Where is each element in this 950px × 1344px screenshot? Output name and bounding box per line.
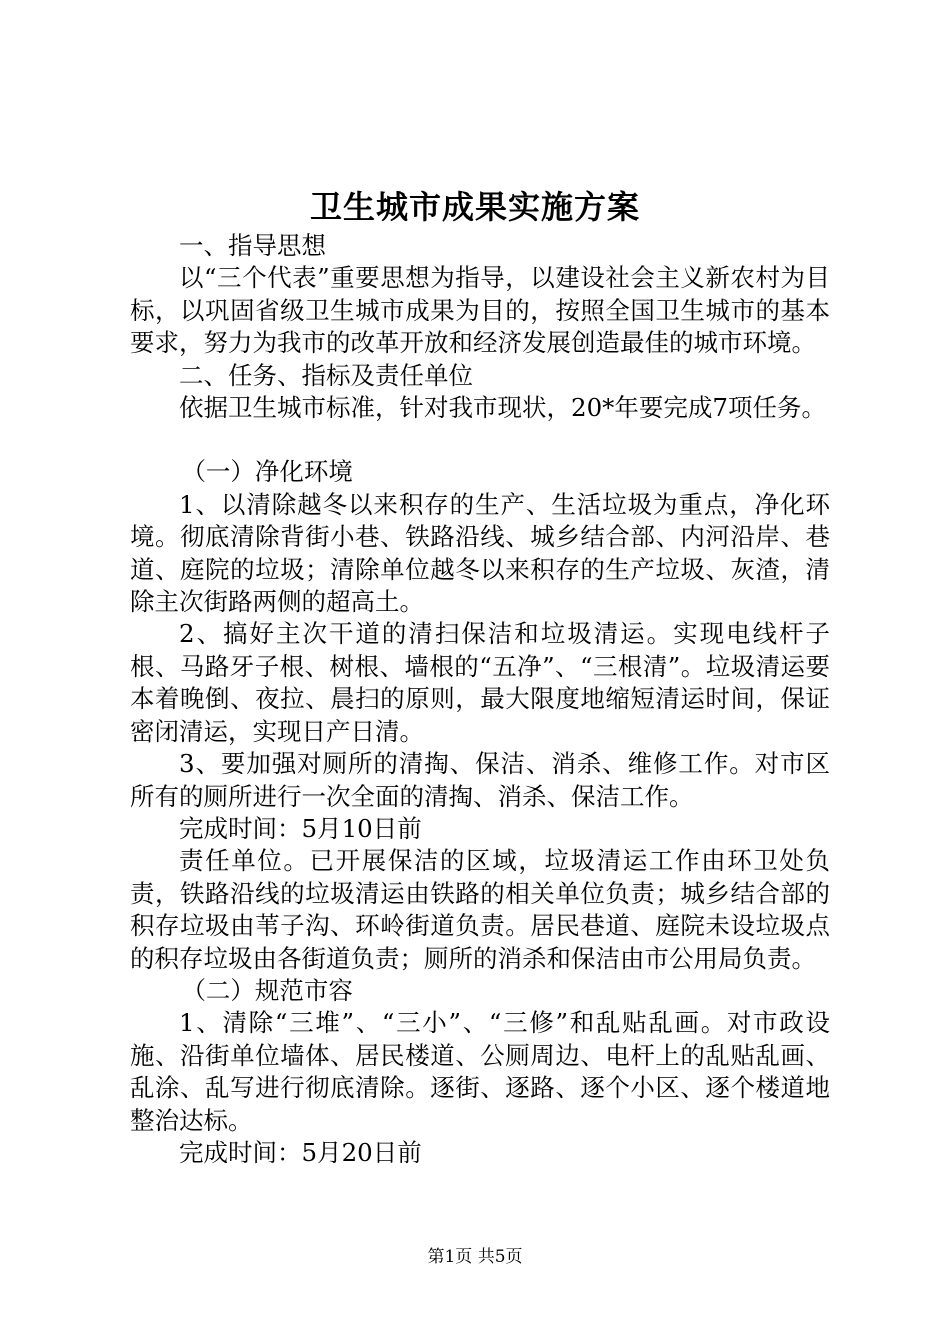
page-footer: 第1页 共5页 <box>427 1247 523 1267</box>
subsection-heading-purify-environment: （一）净化环境 <box>181 457 353 487</box>
paragraph-guiding-ideology: 以“三个代表”重要思想为指导，以建设社会主义新农村为目标，以巩固省级卫生城市成果为目的，按照全国卫生城市的基本要求，努力为我市的改革开放和经济发展创造最佳的城市环境。 <box>130 263 830 358</box>
paragraph-regulate-item-1: 1、清除“三堆”、“三小”、“三修”和乱贴乱画。对市政设施、沿街单位墙体、居民楼道、公厕周边、电杆上的乱贴乱画、乱涂、乱写进行彻底清除。逐街、逐路、逐个小区、逐个楼道地整治达标。 <box>130 1008 830 1135</box>
paragraph-item-2: 2、搞好主次干道的清扫保洁和垃圾清运。实现电线杆子根、马路牙子根、树根、墙根的“五净”、“三根清”。垃圾清运要本着晚倒、夜拉、晨扫的原则，最大限度地缩短清运时间，保证密闭清运，实现日产日清。 <box>130 619 830 746</box>
document-body <box>130 230 830 1169</box>
subsection-heading-regulate-city: （二）规范市容 <box>181 975 353 1005</box>
paragraph-completion-time-2: 完成时间：5月20日前 <box>179 1137 422 1167</box>
paragraph-completion-time-1: 完成时间：5月10日前 <box>179 813 422 843</box>
paragraph-tasks-intro: 依据卫生城市标准，针对我市现状，20*年要完成7项任务。 <box>179 393 827 423</box>
paragraph-item-1: 1、以清除越冬以来积存的生产、生活垃圾为重点，净化环境。彻底清除背街小巷、铁路沿线、城乡结合部、内河沿岸、巷道、庭院的垃圾；清除单位越冬以来积存的生产垃圾、灰渣，清除主次街路两侧的超高土。 <box>130 489 830 617</box>
document-title: 卫生城市成果实施方案 <box>309 188 640 226</box>
section-heading-guiding-ideology: 一、指导思想 <box>179 231 326 260</box>
paragraph-responsible-units: 责任单位。已开展保洁的区域，垃圾清运工作由环卫处负责，铁路沿线的垃圾清运由铁路的相关单位负责；城乡结合部的积存垃圾由苇子沟、环岭街道负责。居民巷道、庭院未设垃圾点的积存垃圾由各街道负责；厕所的消杀和保洁由市公用局负责。 <box>130 846 830 973</box>
section-heading-tasks: 二、任务、指标及责任单位 <box>179 360 473 390</box>
paragraph-spacer <box>130 424 830 456</box>
paragraph-item-3: 3、要加强对厕所的清掏、保洁、消杀、维修工作。对市区所有的厕所进行一次全面的清掏、消杀、保洁工作。 <box>130 749 830 811</box>
